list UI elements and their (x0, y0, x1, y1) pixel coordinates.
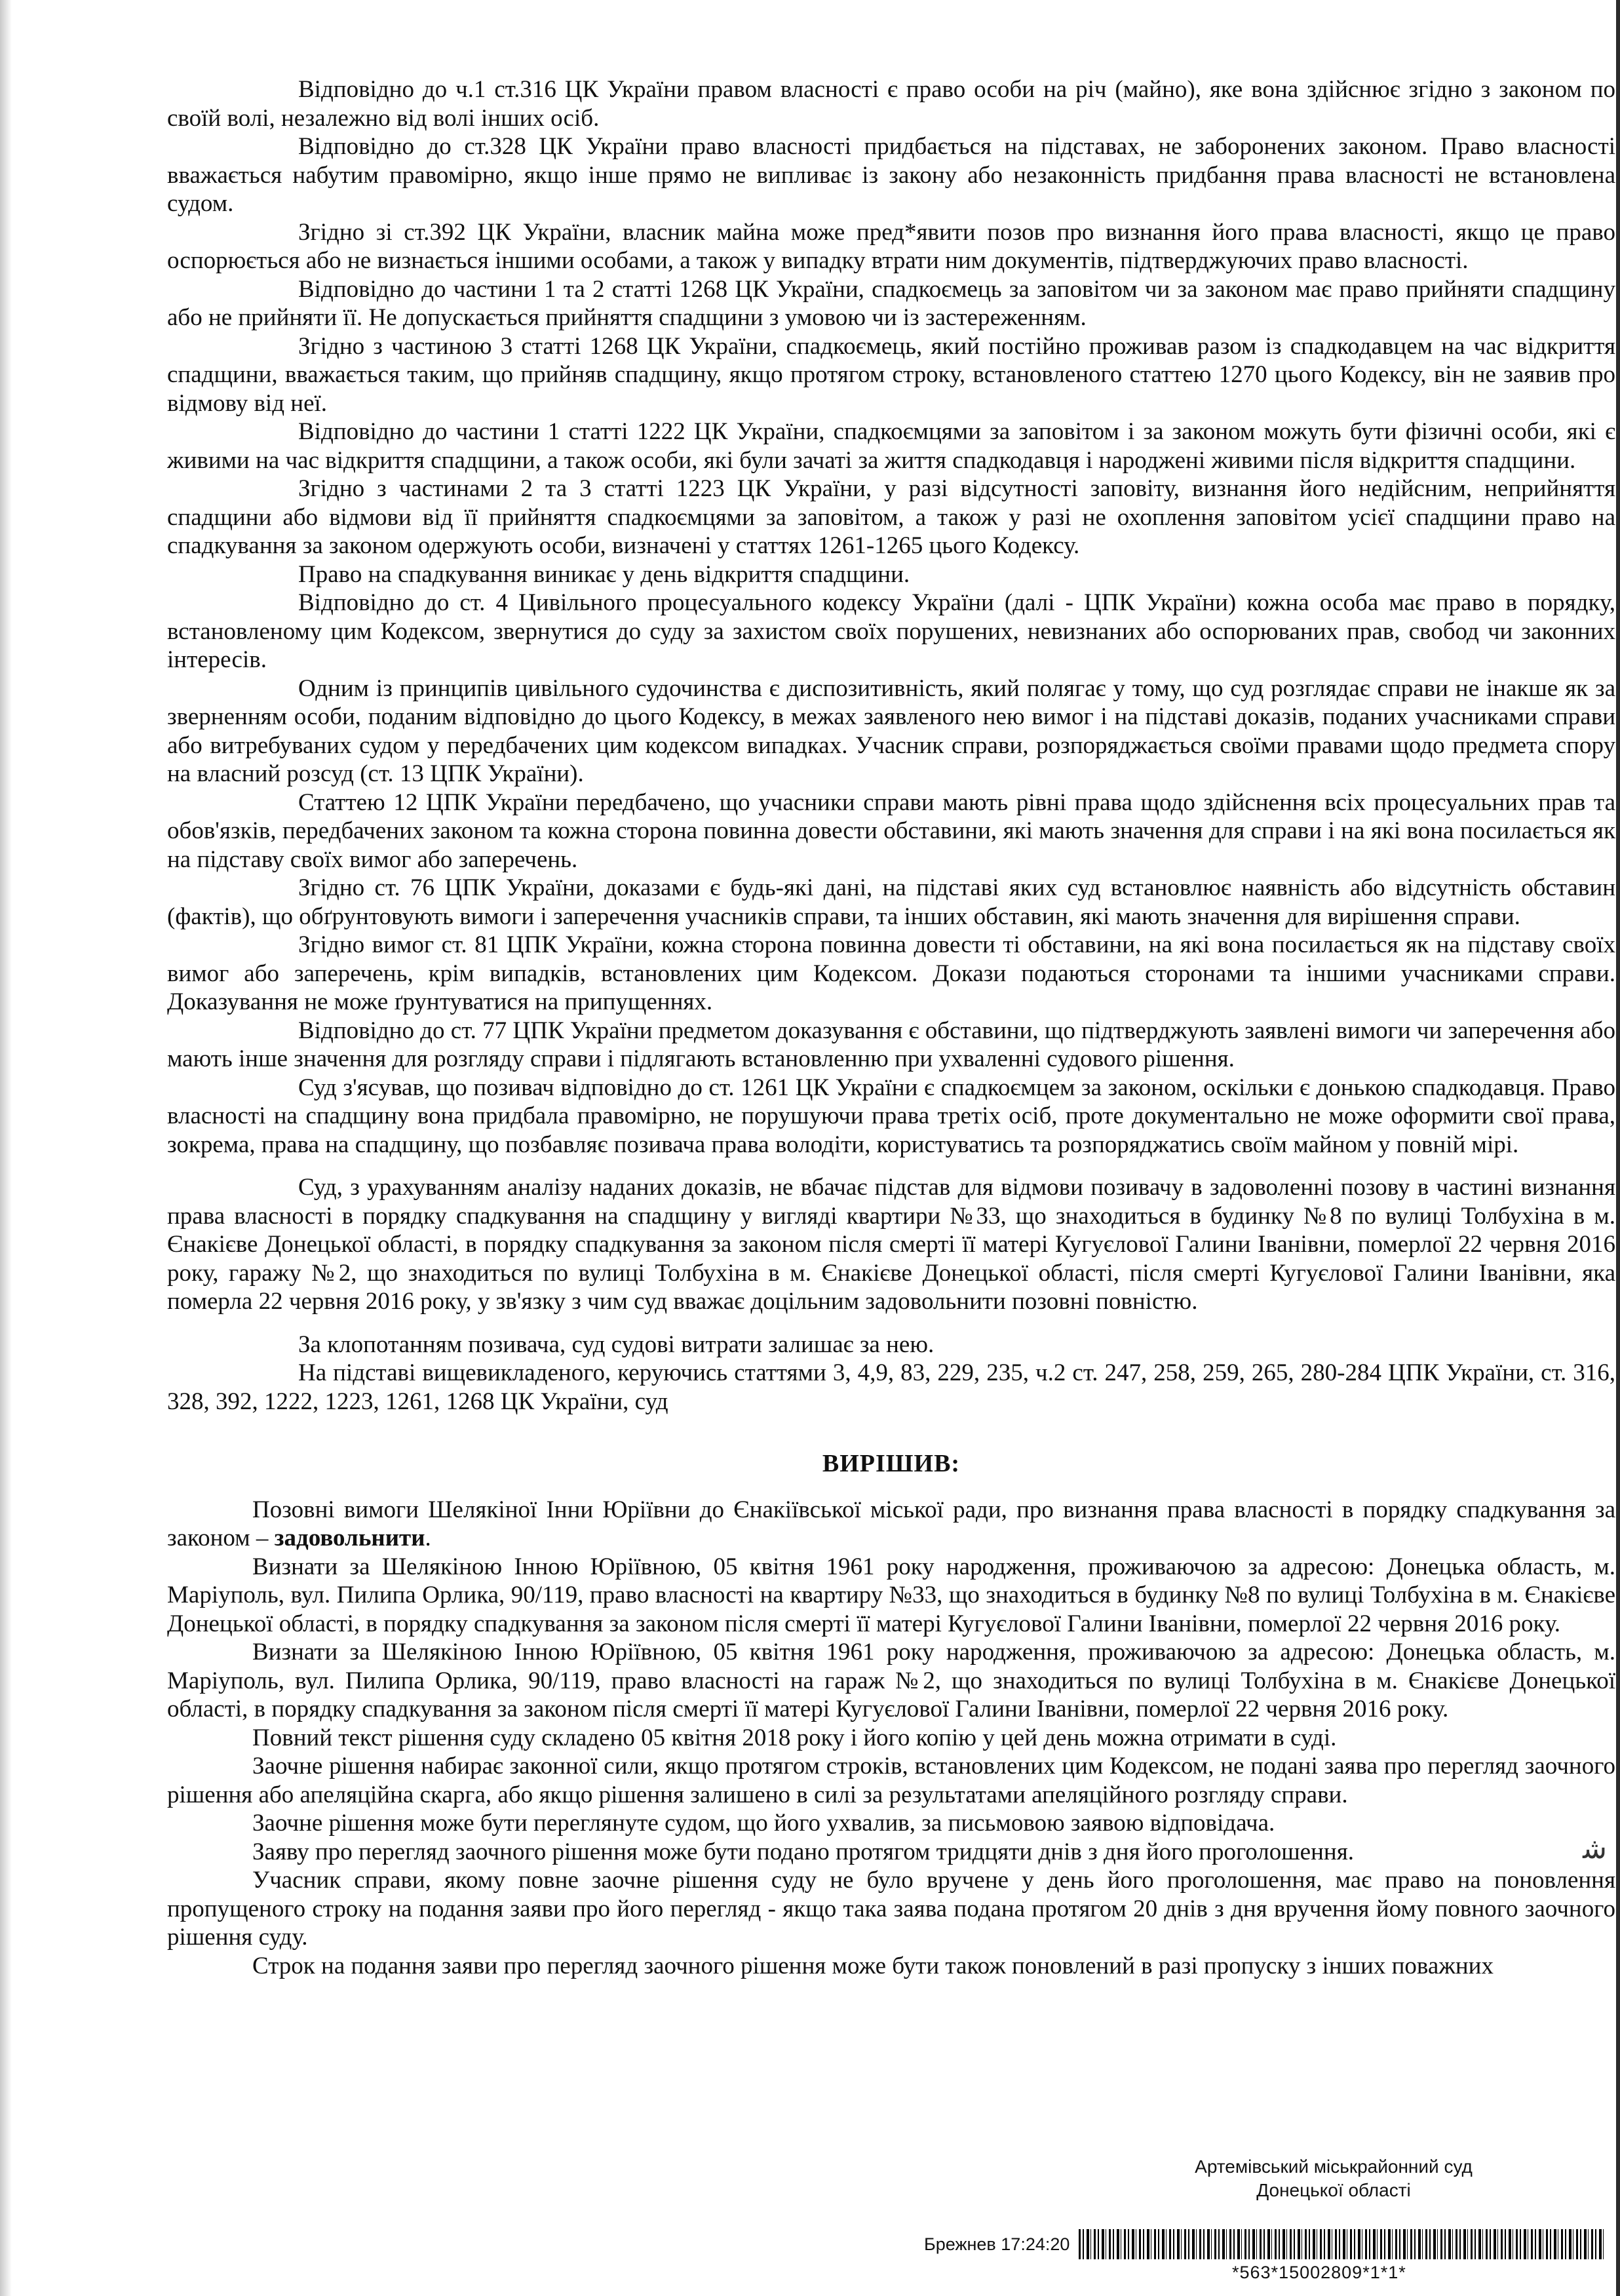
paragraph: Заочне рішення може бути переглянуте судом, що його ухвалив, за письмовою заявою відповідача. (252, 1810, 1275, 1837)
barcode-image (1079, 2229, 1606, 2259)
scan-right-edge (1616, 0, 1620, 2296)
paragraph: Заяву про перегляд заочного рішення може бути подано протягом тридцяти днів з дня його проголошення. (252, 1838, 1354, 1865)
barcode-row (924, 2227, 1606, 2261)
paragraph: Право на спадкування виникає у день відкриття спадщини. (298, 560, 910, 588)
paragraph: Згідно вимог ст. 81 ЦПК України, кожна сторона повинна довести ті обставини, на які вона посилається як на підставу своїх вимог або заперечень, крім випадків, встановлених цим Кодексом. Докази подаються сторонами та іншими учасниками справи. Доказування не може ґрунтуватися на припущеннях. (167, 931, 1615, 1015)
paragraph: Відповідно до частини 1 статті 1222 ЦК України, спадкоємцями за заповітом і за законом можуть бути фізичні особи, які є живими на час відкриття спадщини, а також особи, які були зачаті за життя спадкодавця і народжені живими після відкриття спадщини. (167, 418, 1615, 474)
barcode-number: *563*15002809*1*1* (1232, 2263, 1406, 2282)
court-stamp (1189, 2155, 1478, 2202)
margin-handwritten-mark: ﺷ (1583, 1832, 1607, 1865)
decision-section (167, 1553, 1615, 1981)
paragraph: Одним із принципів цивільного судочинства є диспозитивність, який полягає у тому, що суд розглядає справи не інакше як за зверненням особи, поданим відповідно до цього Кодексу, в межах заявленого нею вимог і на підставі доказів, поданих учасниками справи або витребуваних судом у передбачених цим кодексом випадках. Учасник справи, розпоряджається своїми правами щодо предмета спору на власний розсуд (ст. 13 ЦПК України). (167, 674, 1615, 787)
paragraph: Визнати за Шелякіною Інною Юріївною, 05 квітня 1961 року народження, проживаючою за адресою: Донецька область, м. Маріуполь, вул. Пилипа Орлика, 90/119, право власності на гараж №2, що знаходиться по вулиці Толбухіна в м. Єнакієве Донецької області, в порядку спадкування за законом після смерті її матері Кугуєлової Галини Іванівни, померлої 22 червня 2016 року. (167, 1639, 1615, 1722)
paragraph: Відповідно до ст. 77 ЦПК України предметом доказування є обставини, що підтверджують заявлені вимоги чи заперечення або мають інше значення для розгляду справи і підлягають встановленню при ухваленні судового рішення. (167, 1017, 1615, 1072)
paragraph: Згідно з частиною 3 статті 1268 ЦК України, спадкоємець, який постійно проживав разом із спадкодавцем на час відкриття спадщини, вважається таким, що прийняв спадщину, якщо протягом строку, встановленого статтею 1270 цього Кодексу, він не заявив про відмову від неї. (167, 332, 1615, 417)
paragraph: Згідно з частинами 2 та 3 статті 1223 ЦК України, у разі відсутності заповіту, визнання його недійсним, неприйняття спадщини або відмови від її прийняття спадкоємцями за заповітом, а також у разі не охоплення заповітом усієї спадщини право на спадкування за законом одержують особи, визначені у статтях 1261-1265 цього Кодексу. (167, 475, 1615, 559)
paragraph: За клопотанням позивача, суд судові витрати залишає за нею. (298, 1331, 935, 1358)
document-body (167, 75, 1615, 1980)
paragraph: Статтею 12 ЦПК України передбачено, що учасники справи мають рівні права щодо здійснення всіх процесуальних прав та обов'язків, передбачених законом та кожна сторона повинна довести обставини, які мають значення для справи і на які вона посилається як на підставу своїх вимог або заперечень. (167, 788, 1615, 873)
paragraph: Згідно зі ст.392 ЦК України, власник майна може пред*явити позов про визнання його права власності, якщо це право оспорюється або не визнається іншими особами, а також у випадку втрати ним документів, підтверджуючих право власності. (167, 218, 1615, 274)
paragraph: Заочне рішення набирає законної сили, якщо протягом строків, встановлених цим Кодексом, не подані заява про перегляд заочного рішення або апеляційна скарга, або якщо рішення залишено в силі за результатами апеляційного розгляду справи. (167, 1753, 1615, 1808)
resolution-claim (167, 1496, 1615, 1553)
resolution-claim-verdict: задовольнити (274, 1525, 425, 1551)
paragraph: Відповідно до ст.328 ЦК України право власності придбається на підставах, не заборонених законом. Право власності вважається набутим правомірно, якщо інше прямо не випливає із закону або незаконність придбання права власності не встановлена судом. (167, 133, 1615, 217)
paragraph: Суд, з урахуванням аналізу наданих доказів, не вбачає підстав для відмови позивачу в задоволенні позову в частині визнання права власності в порядку спадкування на спадщину у вигляді квартири №33, що знаходиться в будинку №8 по вулиці Толбухіна в м. Єнакієве Донецької області, в порядку спадкування за законом після смерті її матері Кугуєлової Галини Іванівни, померлої 22 червня 2016 року, гаражу №2, що знаходиться по вулиці Толбухіна в м. Єнакієве Донецької області, після смерті Кугуєлової Галини Іванівни, яка померла 22 червня 2016 року, у зв'язку з чим суд вважає доцільним задовольнити позовні повністю. (167, 1174, 1615, 1315)
motivation-section (167, 75, 1615, 1416)
paragraph: Відповідно до ч.1 ст.316 ЦК України правом власності є право особи на річ (майно), яке вона здійснює згідно з законом по своїй волі, незалежно від волі інших осіб. (167, 76, 1615, 132)
paragraph: Суд з'ясував, що позивач відповідно до ст. 1261 ЦК України є спадкоємцем за законом, оскільки є донькою спадкодавця. Право власності на спадщину вона придбала правомірно, не порушуючи права третіх осіб, проте документально не може оформити свої права, зокрема, права на спадщину, що позбавляє позивача права володіти, користуватись та розпоряджатись своїм майном у повній мірі. (167, 1074, 1615, 1158)
decision-heading: ВИРІШИВ: (822, 1450, 961, 1477)
paragraph-gap (167, 1159, 1615, 1173)
scan-left-edge (0, 0, 12, 2296)
paragraph-gap (167, 1316, 1615, 1331)
court-region: Донецької області (1256, 2180, 1411, 2200)
paragraph: Відповідно до ст. 4 Цивільного процесуального кодексу України (далі - ЦПК України) кожна особа має право в порядку, встановленому цим Кодексом, звернутися до суду за захистом своїх порушених, невизнаних або оспорюваних прав, свобод чи законних інтересів. (167, 589, 1615, 673)
resolution-claim-end: . (425, 1525, 431, 1551)
paragraph: На підставі вищевикладеного, керуючись статтями 3, 4,9, 83, 229, 235, ч.2 ст. 247, 258, 259, 265, 280-284 ЦПК України, ст. 316, 328, 392, 1222, 1223, 1261, 1268 ЦК України, суд (167, 1359, 1615, 1415)
paragraph: Визнати за Шелякіною Інною Юріївною, 05 квітня 1961 року народження, проживаючою за адресою: Донецька область, м. Маріуполь, вул. Пилипа Орлика, 90/119, право власності на квартиру №33, що знаходиться в будинку №8 по вулиці Толбухіна в м. Єнакієве Донецької області, в порядку спадкування за законом після смерті її матері Кугуєлової Галини Іванівни, померлої 22 червня 2016 року. (167, 1553, 1615, 1637)
clerk-timestamp: Брежнев 17:24:20 (924, 2234, 1070, 2254)
paragraph: Згідно ст. 76 ЦПК України, доказами є будь-які дані, на підставі яких суд встановлює наявність або відсутність обставин (фактів), що обґрунтовують вимоги і заперечення учасників справи, та інших обставин, які мають значення для вирішення справи. (167, 874, 1615, 930)
paragraph: Строк на подання заяви про перегляд заочного рішення може бути також поновлений в разі пропуску з інших поважних (252, 1952, 1494, 1979)
paragraph: Відповідно до частини 1 та 2 статті 1268 ЦК України, спадкоємець за заповітом чи за законом має право прийняти спадщину або не прийняти її. Не допускається прийняття спадщини з умовою чи із застереженням. (167, 275, 1615, 331)
resolution-claim-text: Позовні вимоги Шелякіної Інни Юріївни до Єнакіївської міської ради, про визнання права власності в порядку спадкування за законом – (167, 1496, 1615, 1551)
court-name: Артемівський міськрайонний суд (1195, 2156, 1473, 2177)
paragraph: Повний текст рішення суду складено 05 квітня 2018 року і його копію у цей день можна отримати в суді. (252, 1724, 1337, 1751)
paragraph: Учасник справи, якому повне заочне рішення суду не було вручене у день його проголошення, має право на поновлення пропущеного строку на подання заяви про його перегляд - якщо така заява подана протягом 20 днів з дня вручення йому повного заочного рішення суду. (167, 1867, 1615, 1951)
